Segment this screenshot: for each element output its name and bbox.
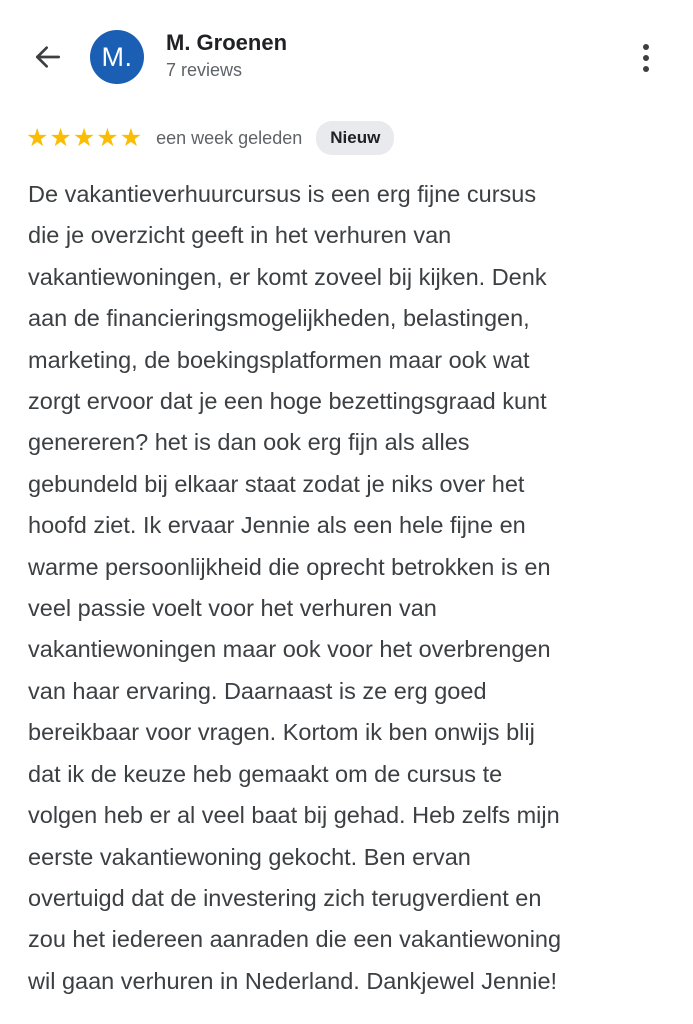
review-text-line: aan de financieringsmogelijkheden, belastingen, bbox=[28, 305, 530, 332]
star-icon: ★ bbox=[26, 123, 49, 152]
more-options-button[interactable] bbox=[626, 36, 666, 80]
review-text-line: gebundeld bij elkaar staat zodat je niks over het bbox=[28, 470, 525, 497]
review-text-line: vakantiewoningen maar ook voor het overbrengen bbox=[28, 636, 551, 663]
back-button[interactable] bbox=[22, 34, 74, 80]
review-text-line: wil gaan verhuren in Nederland. Dankjewel Jennie! bbox=[28, 967, 558, 994]
arrow-left-icon bbox=[32, 41, 64, 73]
review-text-line: volgen heb er al veel baat bij gehad. Heb zelfs mijn bbox=[28, 802, 560, 829]
review-text-line: die je overzicht geeft in het verhuren van bbox=[28, 222, 452, 249]
review-text-line: bereikbaar voor vragen. Kortom ik ben onwijs blij bbox=[28, 719, 535, 746]
star-rating bbox=[26, 123, 143, 152]
more-vertical-icon bbox=[643, 44, 649, 50]
review-text-line: eerste vakantiewoning gekocht. Ben ervan bbox=[28, 843, 471, 870]
review-text-line: warme persoonlijkheid die oprecht betrokken is en bbox=[28, 553, 551, 580]
review-text-line: De vakantieverhuurcursus is een erg fijne cursus bbox=[28, 181, 537, 207]
review-time: een week geleden bbox=[156, 127, 303, 148]
star-icon: ★ bbox=[49, 123, 72, 152]
reviewer-review-count: 7 reviews bbox=[166, 60, 243, 80]
review-body bbox=[28, 174, 668, 1002]
rating-row bbox=[26, 120, 394, 156]
review-text-line: marketing, de boekingsplatformen maar ook wat bbox=[28, 346, 530, 373]
review-text-line: van haar ervaring. Daarnaast is ze erg goed bbox=[28, 677, 487, 704]
star-icon: ★ bbox=[119, 123, 143, 152]
review-text-line: hoofd ziet. Ik ervaar Jennie als een hele fijne en bbox=[28, 512, 526, 539]
reviewer-name[interactable]: M. Groenen bbox=[166, 30, 288, 55]
review-text-line: zou het iedereen aanraden die een vakantiewoning bbox=[28, 926, 562, 953]
review-text-line: genereren? het is dan ook erg fijn als alles bbox=[28, 429, 470, 456]
review-text-line: zorgt ervoor dat je een hoge bezettingsgraad kunt bbox=[28, 388, 547, 415]
review-text-line: veel passie voelt voor het verhuren van bbox=[28, 595, 437, 622]
star-icon: ★ bbox=[96, 123, 119, 152]
new-badge: Nieuw bbox=[316, 121, 394, 155]
star-icon: ★ bbox=[72, 123, 96, 152]
review-header bbox=[0, 0, 693, 110]
review-text-line: vakantiewoningen, er komt zoveel bij kijken. Denk bbox=[28, 263, 547, 290]
avatar[interactable]: M. bbox=[90, 30, 144, 84]
review-text-line: overtuigd dat de investering zich terugverdient en bbox=[28, 884, 542, 911]
review-text-line: dat ik de keuze heb gemaakt om de cursus te bbox=[28, 760, 503, 787]
